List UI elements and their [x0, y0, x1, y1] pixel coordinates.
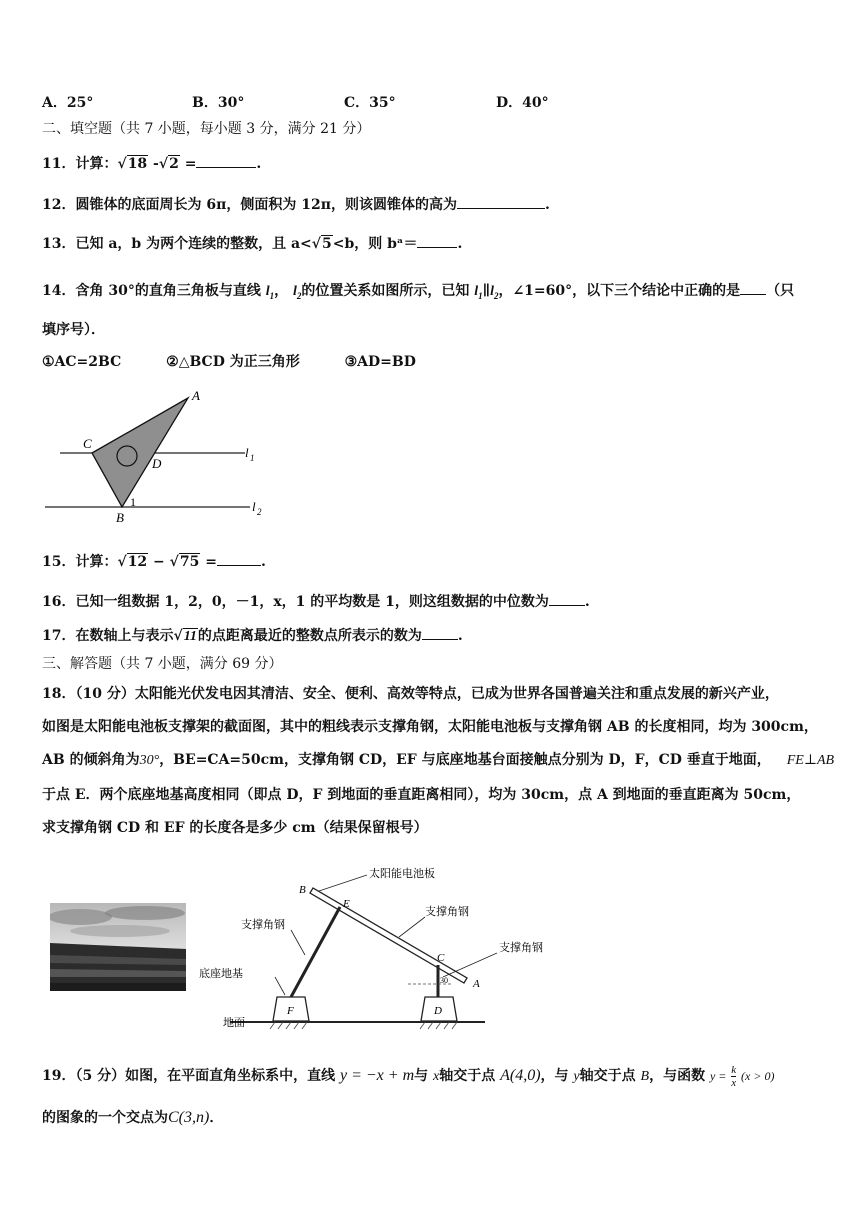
question-18-line4: 于点 E．两个底座地基高度相同（即点 D，F 到地面的垂直距离相同），均为 30cm，点 A 到地面的垂直距离为 50cm， [42, 787, 801, 803]
label-l1-sub: 1 [250, 453, 255, 463]
leader-steel-right [443, 953, 497, 977]
figure-14 [40, 384, 275, 529]
fig18-label-angle: 30 [440, 976, 448, 985]
fig18-label-d: D [434, 1005, 442, 1017]
fig18-label-e: E [343, 898, 350, 910]
question-14-line1: 14．含角 30°的直角三角板与直线 $l_1$， $l_2$的位置关系如图所示，已知 $l_1\parallel l_2$，∠1=60°，以下三个结论中正确的是 （只 [42, 280, 794, 306]
leader-steel-left [291, 930, 305, 955]
question-18-line3: AB 的倾斜角为30°，BE=CA=50cm，支撑角钢 CD，EF 与底座地基台面接触点分别为 D，F，CD 垂直于地面， FE⊥AB [42, 752, 835, 768]
question-18-line1: 18．（10 分）太阳能光伏发电因其清洁、安全、便利、高效等特点，已成为世界各国普遍关注和重点发展的新兴产业， [42, 686, 779, 702]
question-14-options: ①AC=2BC ②△BCD 为正三角形 ③AD=BD [42, 354, 416, 370]
label-angle-1: 1 [130, 495, 136, 509]
label-d: D [152, 456, 162, 471]
option-b: B．30° [192, 95, 245, 111]
option-c: C．35° [344, 95, 396, 111]
question-17: 17．在数轴上与表示√11的点距离最近的整数点所表示的数为 . [42, 625, 463, 647]
solar-panel-photo-svg [50, 903, 186, 991]
question-14-line2: 填序号）． [42, 322, 105, 338]
fig18-label-a: A [473, 978, 480, 990]
question-11: 11．计算：√18 -√2 = . [42, 153, 261, 174]
question-18-line5: 求支撑角钢 CD 和 EF 的长度各是多少 cm（结果保留根号） [42, 820, 428, 836]
option-d: D．40° [496, 95, 549, 111]
section3-title: 三、解答题（共 7 小题，满分 69 分） [42, 656, 283, 672]
label-l2: l [252, 499, 256, 514]
fig18-label-steel-mid: 支撑角钢 [425, 906, 469, 918]
support-ef [291, 907, 340, 997]
fig18-label-b: B [299, 884, 306, 896]
question-15: 15．计算：√12 − √75 = . [42, 551, 266, 572]
fig18-label-steel-left: 支撑角钢 [241, 919, 285, 931]
ground-hatch [270, 1022, 457, 1029]
label-l1: l [245, 445, 249, 460]
solar-panel-photo [50, 903, 186, 991]
question-19-line2: 的图象的一个交点为C(3,n)． [42, 1109, 224, 1126]
question-13: 13．已知 a，b 为两个连续的整数，且 a<√5<b，则 bᵃ＝ . [42, 233, 462, 254]
fig18-label-base: 底座地基 [199, 968, 243, 980]
fig18-label-panel: 太阳能电池板 [369, 868, 435, 880]
label-c: C [83, 436, 92, 451]
option-a: A．25° [42, 95, 94, 111]
question-16: 16．已知一组数据 1，2，0，－1，x，1 的平均数是 1，则这组数据的中位数为 . [42, 591, 590, 612]
fig18-label-f: F [287, 1005, 294, 1017]
fraction-k-over-x: $\frac{k}{x}$ [731, 1063, 737, 1089]
fig18-label-c: C [437, 952, 445, 964]
solar-panel-bar [310, 888, 467, 983]
label-b: B [116, 510, 124, 525]
question-12: 12．圆锥体的底面周长为 6π，侧面积为 12π，则该圆锥体的高为 . [42, 194, 550, 215]
figure-18 [195, 855, 565, 1040]
question-19-line1: 19．（5 分）如图，在平面直角坐标系中，直线 y = −x + m与 x轴交于点 A(4,0)，与 y轴交于点 B，与函数 y = $\frac{k}{x}$ (x > 0) [42, 1063, 775, 1089]
leader-panel [319, 875, 367, 891]
leader-base [275, 977, 285, 995]
label-l2-sub: 2 [257, 507, 262, 517]
question-18-line2: 如图是太阳能电池板支撑架的截面图，其中的粗线表示支撑角钢，太阳能电池板与支撑角钢 AB 的长度相同，均为 300cm， [42, 719, 818, 735]
fig18-label-steel-right: 支撑角钢 [499, 942, 543, 954]
label-a: A [192, 388, 200, 403]
section2-title: 二、填空题（共 7 小题，每小题 3 分，满分 21 分） [42, 121, 371, 137]
fig18-label-ground: 地面 [223, 1017, 245, 1029]
leader-steel-mid [399, 917, 425, 937]
